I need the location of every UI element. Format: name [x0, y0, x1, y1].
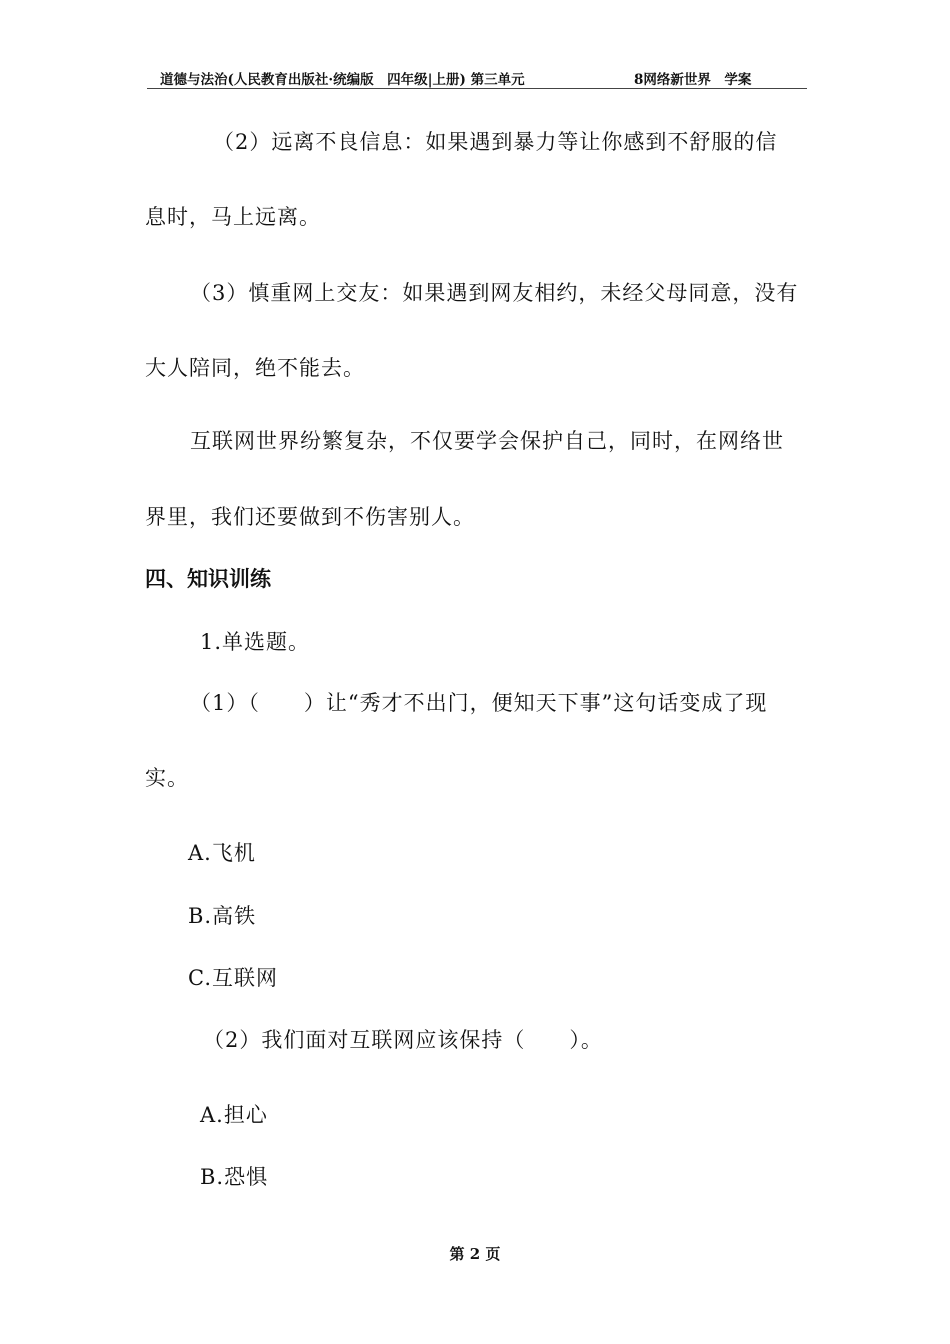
page-header [147, 66, 807, 89]
paragraph-line: 互联网世界纷繁复杂，不仅要学会保护自己，同时，在网络世 [190, 429, 784, 453]
question-stem-continued: 实。 [145, 766, 189, 790]
paragraph-line: 大人陪同，绝不能去。 [145, 356, 365, 380]
answer-option: B.高铁 [188, 904, 257, 928]
question-stem: （2）我们面对互联网应该保持（ ）。 [203, 1028, 603, 1052]
paragraph-line: （2）远离不良信息：如果遇到暴力等让你感到不舒服的信 [213, 130, 778, 154]
page-number: 第 2 页 [449, 1245, 501, 1263]
header-title: 道德与法治(人民教育出版社·统编版 四年级|上册) 第三单元 [160, 72, 525, 88]
header-lesson: 8网络新世界 学案 [634, 72, 752, 88]
question-stem: （1）（ ）让“秀才不出门，便知天下事”这句话变成了现 [190, 691, 768, 715]
answer-option: B.恐惧 [200, 1165, 269, 1189]
question-type-label: 1.单选题。 [200, 630, 311, 654]
section-heading: 四、知识训练 [145, 567, 271, 591]
paragraph-line: 界里，我们还要做到不伤害别人。 [145, 505, 475, 529]
answer-option: A.飞机 [188, 841, 256, 865]
paragraph-line: （3）慎重网上交友：如果遇到网友相约，未经父母同意，没有 [190, 281, 799, 305]
answer-option: A.担心 [200, 1103, 268, 1127]
paragraph-line: 息时，马上远离。 [145, 205, 321, 229]
answer-option: C.互联网 [188, 966, 278, 990]
